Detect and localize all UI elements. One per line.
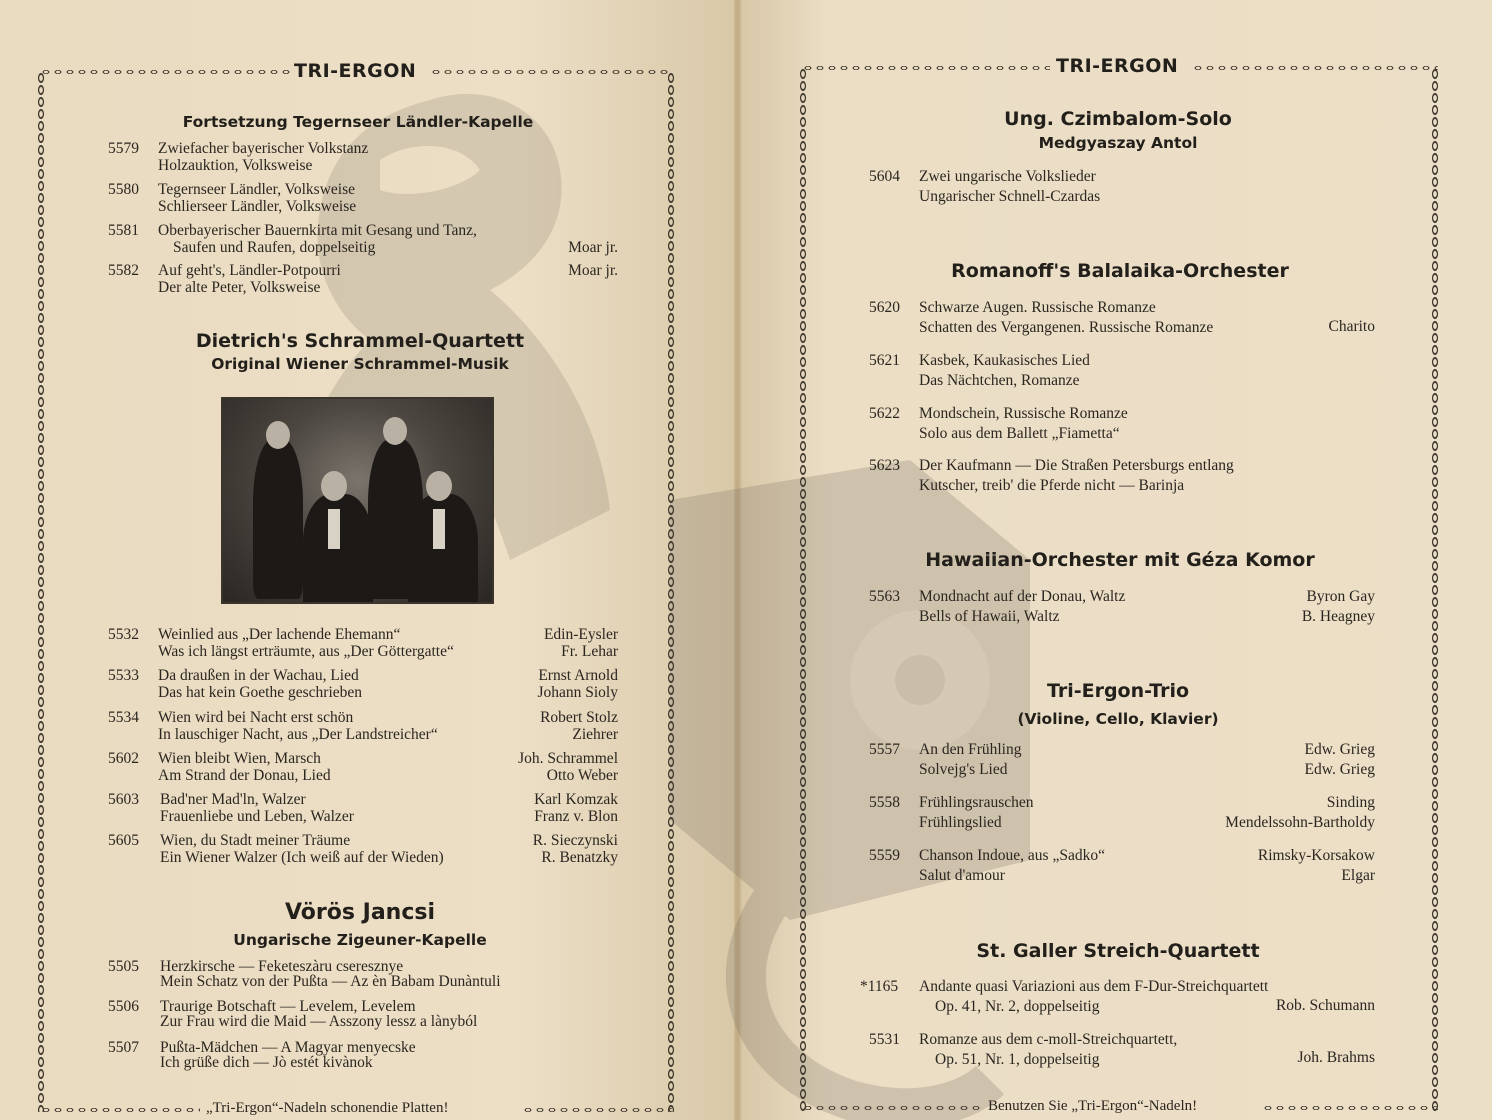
record-title: Andante quasi Variazioni aus dem F-Dur-Streichquartett xyxy=(919,978,1269,995)
record-entry xyxy=(108,1039,618,1073)
record-composer: Mendelssohn-Bartholdy xyxy=(1225,814,1375,831)
book-spine xyxy=(734,0,742,1120)
record-entry xyxy=(108,791,618,825)
right-frame-bottom-border xyxy=(802,1104,980,1112)
record-number: 5558 xyxy=(869,794,900,811)
record-title: Bells of Hawaii, Waltz xyxy=(919,608,1060,625)
record-entry xyxy=(108,998,618,1032)
record-title: Holzauktion, Volksweise xyxy=(158,157,313,174)
record-number: 5621 xyxy=(869,352,900,369)
record-composer: Ernst Arnold xyxy=(538,667,618,684)
record-number: *1165 xyxy=(860,978,899,995)
record-title: Schatten des Vergangenen. Russische Romanze xyxy=(919,319,1214,336)
record-composer: Rob. Schumann xyxy=(1275,997,1375,1014)
record-number: 5532 xyxy=(108,626,139,643)
record-title: Kasbek, Kaukasisches Lied xyxy=(919,352,1090,369)
record-number: 5604 xyxy=(869,168,900,185)
record-composer: R. Sieczynski xyxy=(532,832,618,849)
record-number: 5582 xyxy=(108,262,139,279)
record-entry xyxy=(108,222,618,256)
record-entry xyxy=(108,832,618,866)
record-number: 5605 xyxy=(108,832,139,849)
left-frame-bottom-border xyxy=(522,1106,672,1114)
section-title-tegernseer: Fortsetzung Tegernseer Ländler-Kapelle xyxy=(182,113,534,131)
record-number: 5507 xyxy=(108,1039,139,1056)
record-title: Zwiefacher bayerischer Volkstanz xyxy=(158,140,369,157)
left-frame-bottom-border xyxy=(40,1106,200,1114)
right-frame-left-border xyxy=(800,68,806,1112)
record-title: Frühlingslied xyxy=(919,814,1002,831)
record-entry xyxy=(860,977,1375,1019)
record-title: Wien bleibt Wien, Marsch xyxy=(158,750,321,767)
record-composer: B. Heagney xyxy=(1301,608,1375,625)
record-entry xyxy=(869,587,1375,629)
right-frame-top-border xyxy=(802,64,1050,72)
left-frame-right-border xyxy=(668,72,674,1112)
record-title: Frauenliebe und Leben, Walzer xyxy=(160,808,354,825)
right-footer-slogan: Benutzen Sie „Tri-Ergon“-Nadeln! xyxy=(988,1098,1198,1114)
record-entry xyxy=(108,140,618,174)
record-number: 5563 xyxy=(869,588,900,605)
left-frame-top-border xyxy=(40,68,290,76)
record-title: Der Kaufmann — Die Straßen Petersburgs entlang xyxy=(919,457,1234,474)
record-title: Herzkirsche — Feketeszàru cseresznye xyxy=(160,958,404,975)
record-composer: Fr. Lehar xyxy=(561,643,618,660)
record-composer: Joh. Schrammel xyxy=(518,750,618,767)
record-title: Tegernseer Ländler, Volksweise xyxy=(158,181,356,198)
section-subtitle-trio: (Violine, Cello, Klavier) xyxy=(1017,710,1219,728)
record-entry xyxy=(108,262,618,296)
quartet-photo xyxy=(221,397,494,604)
record-title: Schlierseer Ländler, Volksweise xyxy=(158,198,357,215)
record-title: Zwei ungarische Volkslieder xyxy=(919,168,1096,185)
record-composer: R. Benatzky xyxy=(541,849,618,866)
record-composer: Charito xyxy=(1328,318,1375,335)
record-number: 5623 xyxy=(869,457,900,474)
record-title: Schwarze Augen. Russische Romanze xyxy=(919,299,1156,316)
record-number: 5581 xyxy=(108,222,139,239)
record-title: Traurige Botschaft — Levelem, Levelem xyxy=(160,998,416,1015)
record-title: Der alte Peter, Volksweise xyxy=(158,279,321,296)
record-title: Solvejg's Lied xyxy=(919,761,1008,778)
left-frame-left-border xyxy=(38,72,44,1112)
record-title: Oberbayerischer Bauernkirta mit Gesang und Tanz, xyxy=(158,222,477,239)
record-title: Op. 41, Nr. 2, doppelseitig xyxy=(935,998,1100,1015)
record-number: 5559 xyxy=(869,847,900,864)
record-composer: Ziehrer xyxy=(572,726,618,743)
record-title: Op. 51, Nr. 1, doppelseitig xyxy=(935,1051,1100,1068)
record-title: Kutscher, treib' die Pferde nicht — Barinja xyxy=(919,477,1185,494)
record-number: 5505 xyxy=(108,958,139,975)
record-entry xyxy=(108,750,618,784)
record-title: Auf geht's, Ländler-Potpourri xyxy=(158,262,341,279)
record-title: Romanze aus dem c-moll-Streichquartett, xyxy=(919,1031,1178,1048)
record-entry xyxy=(869,740,1375,782)
record-title: Weinlied aus „Der lachende Ehemann“ xyxy=(158,626,401,643)
right-frame-right-border xyxy=(1432,68,1438,1112)
record-composer: Edw. Grieg xyxy=(1304,761,1375,778)
record-number: 5533 xyxy=(108,667,139,684)
record-entry xyxy=(108,709,618,743)
record-title: Bad'ner Mad'ln, Walzer xyxy=(160,791,306,808)
record-composer: Edw. Grieg xyxy=(1304,741,1375,758)
record-title: Chanson Indoue, aus „Sadko“ xyxy=(919,847,1105,864)
left-brand-header: TRI-ERGON xyxy=(294,60,417,82)
record-entry xyxy=(108,626,618,660)
section-subtitle-schrammel: Original Wiener Schrammel-Musik xyxy=(211,355,509,373)
record-entry xyxy=(108,181,618,215)
right-brand-header: TRI-ERGON xyxy=(1056,55,1179,77)
record-title: Da draußen in der Wachau, Lied xyxy=(158,667,359,684)
record-title: An den Frühling xyxy=(919,741,1022,758)
record-number: 5580 xyxy=(108,181,139,198)
section-title-hawaiian: Hawaiian-Orchester mit Géza Komor xyxy=(925,549,1315,571)
section-subtitle-czimbalom: Medgyaszay Antol xyxy=(1038,134,1198,152)
record-title: Pußta-Mädchen — A Magyar menyecske xyxy=(160,1039,416,1056)
record-entry xyxy=(869,456,1375,498)
section-title-voros-jancsi: Vörös Jancsi xyxy=(284,900,436,925)
record-title: Wien wird bei Nacht erst schön xyxy=(158,709,354,726)
record-composer: Edin-Eysler xyxy=(543,626,618,643)
record-entry xyxy=(869,167,1375,209)
record-title: Frühlingsrauschen xyxy=(919,794,1034,811)
record-title: Ein Wiener Walzer (Ich weiß auf der Wieden) xyxy=(160,849,444,866)
record-composer: Franz v. Blon xyxy=(534,808,618,825)
record-number: 5506 xyxy=(108,998,139,1015)
section-title-trio: Tri-Ergon-Trio xyxy=(1046,680,1190,702)
record-number: 5620 xyxy=(869,299,900,316)
record-number: 5603 xyxy=(108,791,139,808)
record-composer: Sinding xyxy=(1326,794,1375,811)
record-entry xyxy=(869,351,1375,393)
record-number: 5557 xyxy=(869,741,900,758)
record-title: Am Strand der Donau, Lied xyxy=(158,767,331,784)
record-composer: Byron Gay xyxy=(1306,588,1375,605)
section-title-balalaika: Romanoff's Balalaika-Orchester xyxy=(951,260,1289,282)
record-composer: Joh. Brahms xyxy=(1297,1049,1375,1066)
record-composer: Karl Komzak xyxy=(534,791,618,808)
left-footer-slogan: „Tri-Ergon“-Nadeln schonendie Platten! xyxy=(206,1100,449,1116)
record-title: Das Nächtchen, Romanze xyxy=(919,372,1080,389)
record-entry xyxy=(869,846,1375,888)
record-entry xyxy=(869,793,1375,835)
right-frame-bottom-border xyxy=(1262,1104,1438,1112)
record-composer: Rimsky-Korsakow xyxy=(1257,847,1375,864)
section-title-st-galler: St. Galler Streich-Quartett xyxy=(976,940,1260,962)
record-number: 5622 xyxy=(869,405,900,422)
record-title: Saufen und Raufen, doppelseitig xyxy=(173,239,376,256)
record-title: Das hat kein Goethe geschrieben xyxy=(158,684,363,701)
left-frame-top-border xyxy=(430,68,672,76)
record-title: Solo aus dem Ballett „Fiametta“ xyxy=(919,425,1120,442)
record-entry xyxy=(869,404,1375,446)
record-composer: Moar jr. xyxy=(568,239,618,256)
record-composer: Robert Stolz xyxy=(540,709,618,726)
record-title: Salut d'amour xyxy=(919,867,1005,884)
record-title: Mondschein, Russische Romanze xyxy=(919,405,1128,422)
record-number: 5579 xyxy=(108,140,139,157)
record-number: 5531 xyxy=(869,1031,900,1048)
record-title: Ungarischer Schnell-Czardas xyxy=(919,188,1101,205)
record-composer: Moar jr. xyxy=(568,262,618,279)
record-entry xyxy=(108,667,618,701)
right-frame-top-border xyxy=(1192,64,1438,72)
record-title: Zur Frau wird die Maid — Asszony lessz a lànyból xyxy=(160,1013,478,1030)
record-composer: Johann Sioly xyxy=(537,684,618,701)
record-title: Mein Schatz von der Pußta — Az èn Babam Dunàntuli xyxy=(160,973,501,990)
record-number: 5602 xyxy=(108,750,139,767)
section-title-czimbalom: Ung. Czimbalom-Solo xyxy=(1004,108,1232,130)
section-title-schrammel: Dietrich's Schrammel-Quartett xyxy=(195,330,525,352)
record-entry xyxy=(869,298,1375,340)
section-subtitle-voros-jancsi: Ungarische Zigeuner-Kapelle xyxy=(233,931,487,949)
record-entry xyxy=(869,1030,1375,1072)
record-title: Ich grüße dich — Jò estét kivànok xyxy=(160,1054,373,1071)
record-number: 5534 xyxy=(108,709,139,726)
record-title: Was ich längst erträumte, aus „Der Göttergatte“ xyxy=(158,643,454,660)
record-composer: Otto Weber xyxy=(546,767,618,784)
record-composer: Elgar xyxy=(1341,867,1375,884)
record-title: Mondnacht auf der Donau, Waltz xyxy=(919,588,1126,605)
record-title: Wien, du Stadt meiner Träume xyxy=(160,832,351,849)
record-entry xyxy=(108,958,618,992)
record-title: In lauschiger Nacht, aus „Der Landstreicher“ xyxy=(158,726,438,743)
